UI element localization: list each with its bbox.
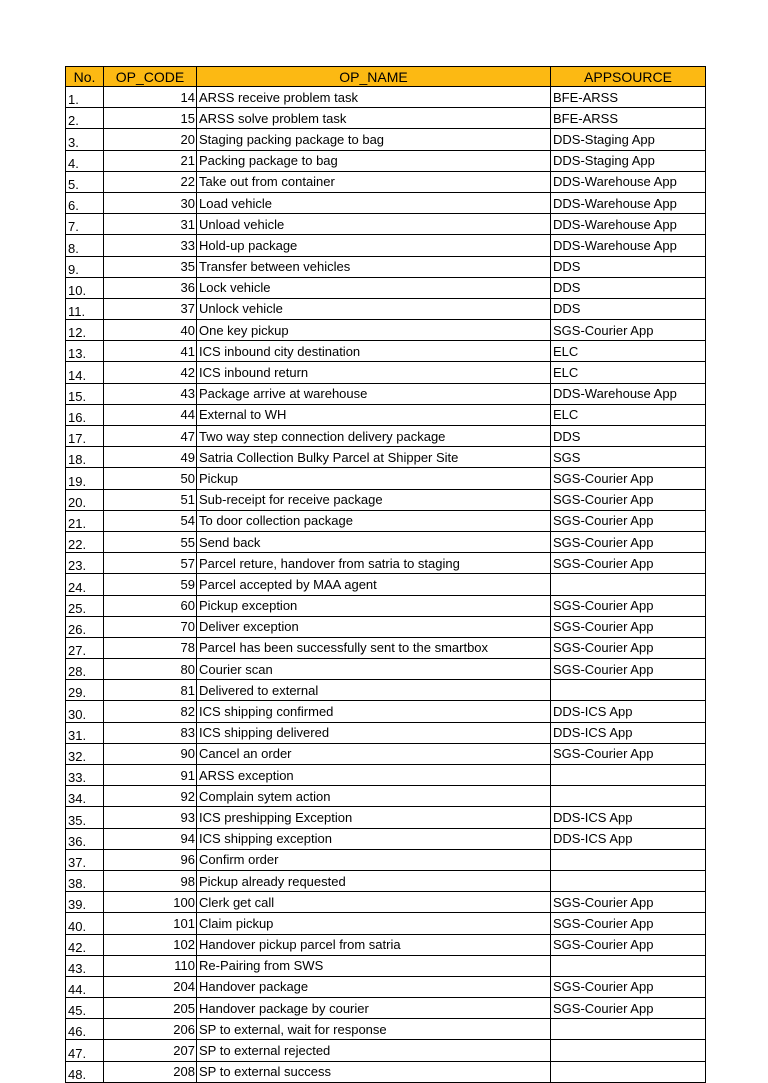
row-number: 8. [66, 235, 104, 256]
appsource-cell: DDS-Warehouse App [551, 383, 706, 404]
row-number: 30. [66, 701, 104, 722]
appsource-cell: DDS-Staging App [551, 150, 706, 171]
appsource-cell: DDS-ICS App [551, 807, 706, 828]
op-code-cell: 20 [104, 129, 197, 150]
appsource-cell: DDS-ICS App [551, 701, 706, 722]
appsource-cell [551, 1040, 706, 1061]
op-code-cell: 70 [104, 616, 197, 637]
op-code-cell: 40 [104, 320, 197, 341]
appsource-cell: SGS-Courier App [551, 489, 706, 510]
op-name-cell: Pickup exception [197, 595, 551, 616]
op-name-cell: Staging packing package to bag [197, 129, 551, 150]
table-body [66, 87, 706, 1083]
op-name-cell: Package arrive at warehouse [197, 383, 551, 404]
row-number: 20. [66, 489, 104, 510]
appsource-cell: SGS-Courier App [551, 637, 706, 658]
row-number: 3. [66, 129, 104, 150]
table-row [66, 298, 706, 319]
appsource-cell: DDS-Warehouse App [551, 214, 706, 235]
table-row [66, 553, 706, 574]
row-number: 27. [66, 637, 104, 658]
table-row [66, 998, 706, 1019]
op-name-cell: Courier scan [197, 659, 551, 680]
op-name-cell: Cancel an order [197, 743, 551, 764]
op-code-cell: 21 [104, 150, 197, 171]
op-name-cell: ICS shipping confirmed [197, 701, 551, 722]
table-row [66, 277, 706, 298]
appsource-cell: DDS [551, 277, 706, 298]
op-name-cell: Unload vehicle [197, 214, 551, 235]
op-name-cell: Handover pickup parcel from satria [197, 934, 551, 955]
op-code-cell: 49 [104, 447, 197, 468]
op-code-cell: 43 [104, 383, 197, 404]
appsource-cell: SGS-Courier App [551, 468, 706, 489]
row-number: 6. [66, 192, 104, 213]
appsource-cell [551, 1019, 706, 1040]
appsource-cell [551, 680, 706, 701]
op-code-cell: 36 [104, 277, 197, 298]
appsource-cell: SGS-Courier App [551, 320, 706, 341]
appsource-cell: DDS [551, 256, 706, 277]
op-name-cell: Parcel reture, handover from satria to staging [197, 553, 551, 574]
op-name-cell: ICS shipping exception [197, 828, 551, 849]
table-row [66, 1019, 706, 1040]
appsource-cell: SGS-Courier App [551, 531, 706, 552]
appsource-cell [551, 870, 706, 891]
op-name-cell: Deliver exception [197, 616, 551, 637]
op-name-cell: Pickup already requested [197, 870, 551, 891]
op-code-cell: 94 [104, 828, 197, 849]
appsource-cell: DDS-Warehouse App [551, 192, 706, 213]
row-number: 10. [66, 277, 104, 298]
table-row [66, 150, 706, 171]
row-number: 32. [66, 743, 104, 764]
op-name-cell: ARSS receive problem task [197, 87, 551, 108]
appsource-cell [551, 1061, 706, 1082]
row-number: 43. [66, 955, 104, 976]
header-no: No. [66, 67, 104, 87]
op-name-cell: Clerk get call [197, 892, 551, 913]
op-name-cell: External to WH [197, 404, 551, 425]
table-row [66, 828, 706, 849]
row-number: 23. [66, 553, 104, 574]
table-row [66, 489, 706, 510]
op-name-cell: Re-Pairing from SWS [197, 955, 551, 976]
row-number: 42. [66, 934, 104, 955]
table-row [66, 659, 706, 680]
op-code-cell: 83 [104, 722, 197, 743]
op-name-cell: Pickup [197, 468, 551, 489]
op-code-cell: 78 [104, 637, 197, 658]
row-number: 1. [66, 87, 104, 108]
appsource-cell: SGS-Courier App [551, 616, 706, 637]
table-row [66, 913, 706, 934]
appsource-cell: DDS-Warehouse App [551, 235, 706, 256]
op-name-cell: Confirm order [197, 849, 551, 870]
op-code-cell: 15 [104, 108, 197, 129]
row-number: 34. [66, 786, 104, 807]
table-row [66, 807, 706, 828]
op-name-cell: Parcel accepted by MAA agent [197, 574, 551, 595]
op-code-cell: 206 [104, 1019, 197, 1040]
op-code-cell: 207 [104, 1040, 197, 1061]
row-number: 38. [66, 870, 104, 891]
table-row [66, 976, 706, 997]
op-code-cell: 60 [104, 595, 197, 616]
appsource-cell: DDS-Warehouse App [551, 171, 706, 192]
row-number: 9. [66, 256, 104, 277]
table-row [66, 955, 706, 976]
table-row [66, 722, 706, 743]
table-row [66, 870, 706, 891]
table-row [66, 616, 706, 637]
op-code-cell: 31 [104, 214, 197, 235]
op-name-cell: SP to external, wait for response [197, 1019, 551, 1040]
table-row [66, 404, 706, 425]
row-number: 18. [66, 447, 104, 468]
table-row [66, 426, 706, 447]
row-number: 11. [66, 298, 104, 319]
row-number: 29. [66, 680, 104, 701]
op-code-cell: 47 [104, 426, 197, 447]
header-appsource: APPSOURCE [551, 67, 706, 87]
appsource-cell: DDS [551, 426, 706, 447]
op-name-cell: Load vehicle [197, 192, 551, 213]
table-row [66, 701, 706, 722]
row-number: 24. [66, 574, 104, 595]
op-code-cell: 14 [104, 87, 197, 108]
op-code-cell: 57 [104, 553, 197, 574]
op-name-cell: Lock vehicle [197, 277, 551, 298]
op-name-cell: Sub-receipt for receive package [197, 489, 551, 510]
op-code-cell: 44 [104, 404, 197, 425]
op-name-cell: SP to external success [197, 1061, 551, 1082]
op-name-cell: One key pickup [197, 320, 551, 341]
table-row [66, 320, 706, 341]
header-op-code: OP_CODE [104, 67, 197, 87]
row-number: 7. [66, 214, 104, 235]
op-code-table [65, 66, 706, 1083]
appsource-cell [551, 574, 706, 595]
row-number: 2. [66, 108, 104, 129]
table-row [66, 129, 706, 150]
appsource-cell: SGS [551, 447, 706, 468]
table-row [66, 531, 706, 552]
table-row [66, 256, 706, 277]
appsource-cell: SGS-Courier App [551, 743, 706, 764]
table-row [66, 341, 706, 362]
table-row [66, 192, 706, 213]
row-number: 21. [66, 510, 104, 531]
op-name-cell: ARSS exception [197, 765, 551, 786]
op-code-cell: 50 [104, 468, 197, 489]
table-row [66, 637, 706, 658]
row-number: 19. [66, 468, 104, 489]
header-op-name: OP_NAME [197, 67, 551, 87]
table-row [66, 743, 706, 764]
table-row [66, 362, 706, 383]
op-code-cell: 41 [104, 341, 197, 362]
appsource-cell: DDS-ICS App [551, 828, 706, 849]
op-code-cell: 82 [104, 701, 197, 722]
row-number: 28. [66, 659, 104, 680]
appsource-cell: ELC [551, 341, 706, 362]
row-number: 36. [66, 828, 104, 849]
appsource-cell [551, 849, 706, 870]
op-code-cell: 51 [104, 489, 197, 510]
op-name-cell: Send back [197, 531, 551, 552]
table-row [66, 1061, 706, 1082]
appsource-cell: BFE-ARSS [551, 87, 706, 108]
row-number: 37. [66, 849, 104, 870]
table-row [66, 108, 706, 129]
op-code-cell: 100 [104, 892, 197, 913]
row-number: 47. [66, 1040, 104, 1061]
op-name-cell: Handover package by courier [197, 998, 551, 1019]
row-number: 48. [66, 1061, 104, 1082]
op-code-cell: 101 [104, 913, 197, 934]
appsource-cell: ELC [551, 362, 706, 383]
table-row [66, 447, 706, 468]
op-code-cell: 22 [104, 171, 197, 192]
appsource-cell: SGS-Courier App [551, 510, 706, 531]
op-name-cell: Two way step connection delivery package [197, 426, 551, 447]
op-name-cell: ICS inbound city destination [197, 341, 551, 362]
row-number: 16. [66, 404, 104, 425]
row-number: 15. [66, 383, 104, 404]
op-code-cell: 102 [104, 934, 197, 955]
op-name-cell: Unlock vehicle [197, 298, 551, 319]
op-code-cell: 33 [104, 235, 197, 256]
row-number: 26. [66, 616, 104, 637]
row-number: 33. [66, 765, 104, 786]
appsource-cell: BFE-ARSS [551, 108, 706, 129]
appsource-cell: SGS-Courier App [551, 998, 706, 1019]
op-code-cell: 208 [104, 1061, 197, 1082]
op-code-cell: 92 [104, 786, 197, 807]
appsource-cell: SGS-Courier App [551, 913, 706, 934]
op-code-cell: 205 [104, 998, 197, 1019]
table-header [66, 67, 706, 87]
op-name-cell: Hold-up package [197, 235, 551, 256]
row-number: 35. [66, 807, 104, 828]
op-name-cell: ICS inbound return [197, 362, 551, 383]
row-number: 46. [66, 1019, 104, 1040]
row-number: 45. [66, 998, 104, 1019]
op-code-cell: 96 [104, 849, 197, 870]
op-code-cell: 204 [104, 976, 197, 997]
header-row [66, 67, 706, 87]
appsource-cell: ELC [551, 404, 706, 425]
table-row [66, 214, 706, 235]
table-row [66, 765, 706, 786]
appsource-cell: DDS-Staging App [551, 129, 706, 150]
row-number: 25. [66, 595, 104, 616]
op-code-cell: 80 [104, 659, 197, 680]
op-name-cell: ARSS solve problem task [197, 108, 551, 129]
op-name-cell: Packing package to bag [197, 150, 551, 171]
table-row [66, 574, 706, 595]
table-row [66, 892, 706, 913]
op-name-cell: Claim pickup [197, 913, 551, 934]
op-code-cell: 35 [104, 256, 197, 277]
row-number: 14. [66, 362, 104, 383]
table-row [66, 510, 706, 531]
op-code-cell: 30 [104, 192, 197, 213]
table-row [66, 786, 706, 807]
row-number: 13. [66, 341, 104, 362]
appsource-cell: SGS-Courier App [551, 659, 706, 680]
op-name-cell: To door collection package [197, 510, 551, 531]
op-name-cell: Transfer between vehicles [197, 256, 551, 277]
table-row [66, 934, 706, 955]
row-number: 17. [66, 426, 104, 447]
appsource-cell: SGS-Courier App [551, 553, 706, 574]
op-code-cell: 93 [104, 807, 197, 828]
table-row [66, 468, 706, 489]
op-code-cell: 81 [104, 680, 197, 701]
op-name-cell: Delivered to external [197, 680, 551, 701]
op-name-cell: ICS shipping delivered [197, 722, 551, 743]
op-code-cell: 54 [104, 510, 197, 531]
row-number: 5. [66, 171, 104, 192]
table-row [66, 849, 706, 870]
appsource-cell [551, 765, 706, 786]
row-number: 12. [66, 320, 104, 341]
row-number: 31. [66, 722, 104, 743]
row-number: 44. [66, 976, 104, 997]
op-code-cell: 90 [104, 743, 197, 764]
appsource-cell [551, 786, 706, 807]
table-row [66, 1040, 706, 1061]
table-row [66, 595, 706, 616]
table-row [66, 87, 706, 108]
op-code-cell: 91 [104, 765, 197, 786]
appsource-cell [551, 955, 706, 976]
op-name-cell: Satria Collection Bulky Parcel at Shipper Site [197, 447, 551, 468]
appsource-cell: DDS [551, 298, 706, 319]
op-name-cell: Handover package [197, 976, 551, 997]
op-name-cell: ICS preshipping Exception [197, 807, 551, 828]
op-name-cell: SP to external rejected [197, 1040, 551, 1061]
op-name-cell: Parcel has been successfully sent to the smartbox [197, 637, 551, 658]
op-name-cell: Take out from container [197, 171, 551, 192]
table-row [66, 171, 706, 192]
op-code-cell: 37 [104, 298, 197, 319]
table-row [66, 680, 706, 701]
op-code-cell: 110 [104, 955, 197, 976]
table-row [66, 383, 706, 404]
table-row [66, 235, 706, 256]
row-number: 22. [66, 531, 104, 552]
row-number: 4. [66, 150, 104, 171]
appsource-cell: SGS-Courier App [551, 934, 706, 955]
appsource-cell: SGS-Courier App [551, 976, 706, 997]
appsource-cell: DDS-ICS App [551, 722, 706, 743]
op-code-cell: 42 [104, 362, 197, 383]
appsource-cell: SGS-Courier App [551, 892, 706, 913]
op-code-cell: 59 [104, 574, 197, 595]
row-number: 39. [66, 892, 104, 913]
appsource-cell: SGS-Courier App [551, 595, 706, 616]
op-code-cell: 55 [104, 531, 197, 552]
row-number: 40. [66, 913, 104, 934]
op-code-cell: 98 [104, 870, 197, 891]
op-name-cell: Complain sytem action [197, 786, 551, 807]
